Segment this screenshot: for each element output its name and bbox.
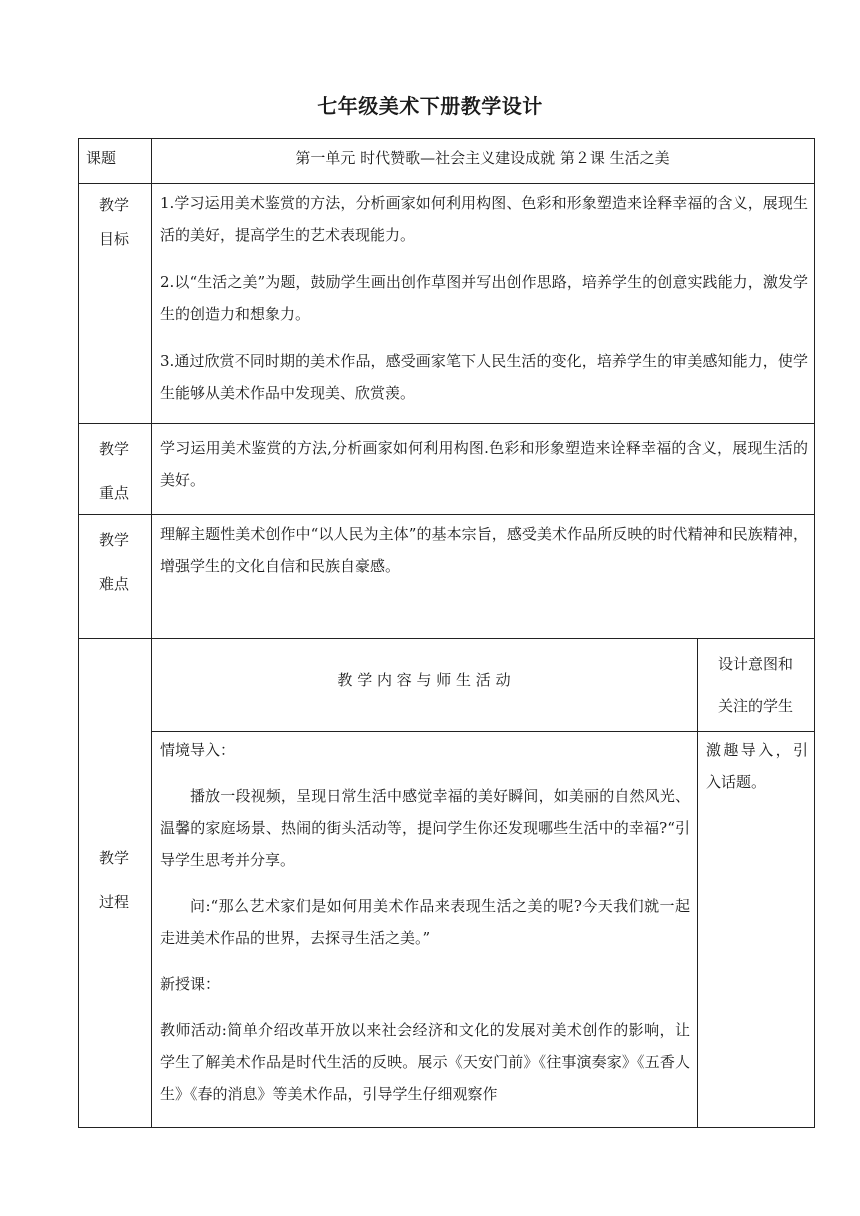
design-note: 激趣导入，引入话题。 xyxy=(706,741,808,791)
difficulties-label-line-2: 难点 xyxy=(98,575,129,593)
key-points-label-line-2: 重点 xyxy=(98,484,129,502)
design-header-line-2: 关注的学生 xyxy=(717,697,793,715)
question-paragraph: 问:“那么艺术家们是如何用美术作品来表现生活之美的呢?今天我们就一起走进美术作品的世界，去探寻生活之美。” xyxy=(160,897,690,947)
process-label xyxy=(78,836,150,924)
objectives-label-line-1: 教学 xyxy=(98,196,129,214)
intro-heading: 情境导入： xyxy=(160,741,236,759)
topic-label: 课题 xyxy=(86,149,117,167)
objectives-label-line-2: 目标 xyxy=(98,230,129,248)
new-lesson-heading: 新授课： xyxy=(160,975,221,993)
teacher-activity-paragraph: 教师活动:简单介绍改革开放以来社会经济和文化的发展对美术创作的影响，让学生了解美术作品是时代生活的反映。展示《天安门前》《往事演奏家》《五香人生》《春的消息》等美术作品，引导学生仔细观察作 xyxy=(160,1021,690,1103)
key-points-label-line-1: 教学 xyxy=(98,440,129,458)
process-label-line-2: 过程 xyxy=(98,893,129,911)
intro-paragraph: 播放一段视频，呈现日常生活中感觉幸福的美好瞬间，如美丽的自然风光、温馨的家庭场景、热闹的街头活动等，提问学生你还发现哪些生活中的幸福?“引导学生思考并分享。 xyxy=(160,787,690,869)
design-header xyxy=(697,643,814,727)
process-content xyxy=(160,734,690,1110)
objective-item: 2.以“生活之美”为题，鼓励学生画出创作草图并写出创作思路，培养学生的创意实践能力，激发学生的创造力和想象力。 xyxy=(160,273,808,323)
difficulties-text: 理解主题性美术创作中“以人民为主体”的基本宗旨，感受美术作品所反映的时代精神和民族精神，增强学生的文化自信和民族自豪感。 xyxy=(160,525,808,575)
page-title: 七年级美术下册教学设计 xyxy=(317,94,543,118)
difficulties-label-line-1: 教学 xyxy=(98,531,129,549)
difficulties-label xyxy=(78,518,150,606)
key-points-text: 学习运用美术鉴赏的方法,分析画家如何利用构图.色彩和形象塑造来诠释幸福的含义，展现生活的美好。 xyxy=(160,439,808,489)
objectives-label xyxy=(78,188,150,256)
process-label-line-1: 教学 xyxy=(98,849,129,867)
objective-item: 3.通过欣赏不同时期的美术作品，感受画家笔下人民生活的变化，培养学生的审美感知能力，使学生能够从美术作品中发现美、欣赏羡。 xyxy=(160,352,808,402)
content-header: 教 学 内 容 与 师 生 活 动 xyxy=(337,671,511,689)
objective-item: 1.学习运用美术鉴赏的方法，分析画家如何利用构图、色彩和形象塑造来诠释幸福的含义，展现生活的美好，提高学生的艺术表现能力。 xyxy=(160,194,808,244)
design-header-line-1: 设计意图和 xyxy=(717,655,793,673)
objectives-list xyxy=(160,187,808,409)
topic-value: 第一单元 时代赞歌—社会主义建设成就 第２课 生活之美 xyxy=(295,149,670,167)
key-points-label xyxy=(78,427,150,515)
